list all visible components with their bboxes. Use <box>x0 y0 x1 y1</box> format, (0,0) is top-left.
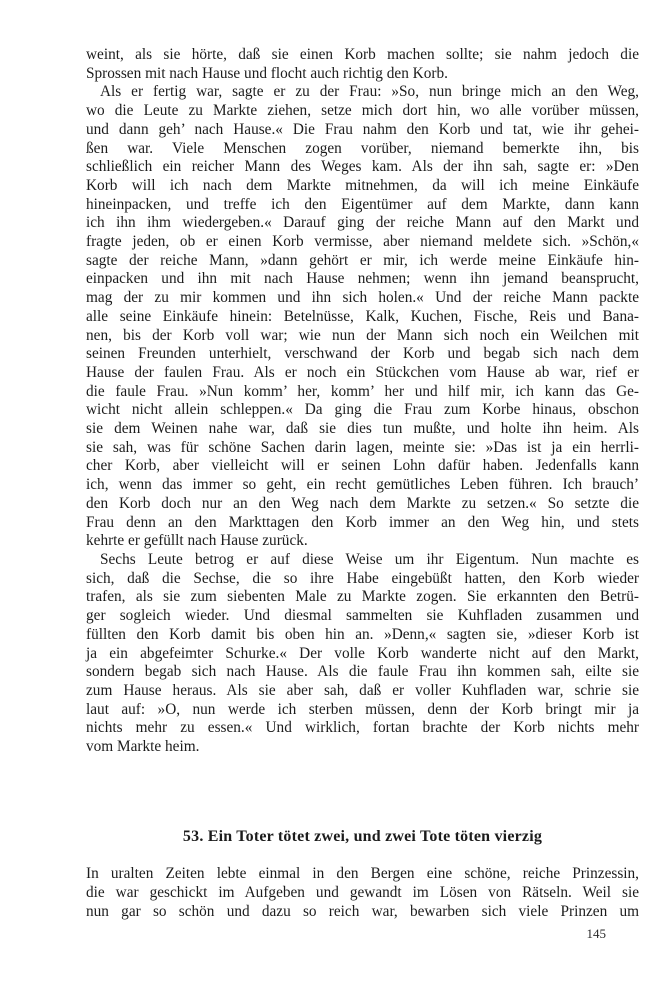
text-block <box>86 46 639 922</box>
text-line: vom Markte heim. <box>86 738 200 756</box>
text-line: Sprossen mit nach Hause und flocht auch richtig den Korb. <box>86 64 448 82</box>
text-line: einpacken und ihn mit nach Hause nehmen; wenn ihn jemand beansprucht, <box>86 270 639 288</box>
text-line: nen, bis der Korb voll war; wie nun der Mann sich noch ein Weilchen mit <box>86 326 639 344</box>
text-line: Als er fertig war, sagte er zu der Frau: »So, nun bringe mich an den Weg, <box>100 83 639 101</box>
text-line: kehrte er gefüllt nach Hause zurück. <box>86 532 308 550</box>
text-line: wicht nicht allein schleppen.« Da ging die Frau zum Korbe hinaus, obschon <box>86 401 639 419</box>
text-line: wo die Leute zu Markte ziehen, setze mich dort hin, wo alle vorüber müssen, <box>86 102 639 120</box>
paragraph <box>86 83 639 551</box>
text-line: sondern begab sich nach Hause. Als die faule Frau ihn kommen sah, eilte sie <box>86 663 639 681</box>
text-line: die war geschickt im Aufgeben und gewandt im Lösen von Rätseln. Weil sie <box>86 884 639 902</box>
text-line: Frau denn an den Markttagen den Korb immer an den Weg hin, und stets <box>86 513 639 531</box>
paragraph <box>86 551 639 757</box>
section-heading: 53. Ein Toter tötet zwei, und zwei Tote töten vierzig <box>182 827 543 845</box>
page-number: 145 <box>586 926 606 941</box>
text-line: weint, als sie hörte, daß sie einen Korb machen sollte; sie nahm jedoch die <box>86 46 639 63</box>
text-line: Sechs Leute betrog er auf diese Weise um ihr Eigentum. Nun machte es <box>100 550 639 568</box>
text-line: schließlich ein reicher Mann des Weges kam. Als der ihn sah, sagte er: »Den <box>86 158 639 176</box>
text-line: den Korb doch nur an den Weg nach dem Markte zu setzen.« So setzte die <box>86 494 639 512</box>
text-line: ger sogleich wieder. Und diesmal sammelten sie Kuhfladen zusammen und <box>86 607 639 625</box>
text-line: alle seine Einkäufe hinein: Betelnüsse, Kalk, Kuchen, Fische, Reis und Bana- <box>86 307 639 325</box>
text-line: hineinpacken, und treffe ich den Eigentümer auf dem Markte, dann kann <box>86 195 639 213</box>
text-line: Hause der faulen Frau. Als er noch ein Stückchen vom Hause ab war, rief er <box>86 363 639 381</box>
text-line: nichts mehr zu essen.« Und wirklich, fortan brachte der Korb nichts mehr <box>86 719 639 737</box>
text-line: sie dem Weinen nahe war, daß sie dies tun mußte, und holte ihn heim. Als <box>86 420 639 438</box>
text-line: trafen, als sie zum siebenten Male zu Markte zogen. Sie erkannten den Betrü- <box>86 588 639 606</box>
text-line: ja ein abgefeimter Schurke.« Der volle Korb wanderte nicht auf den Markt, <box>86 644 639 662</box>
text-line: Korb will ich nach dem Markte mitnehmen, da will ich meine Einkäufe <box>86 176 639 194</box>
text-line: die faule Frau. »Nun komm’ her, komm’ her und hilf mir, ich kann das Ge- <box>86 382 639 400</box>
paragraph <box>86 865 639 921</box>
text-line: ßen war. Viele Menschen zogen vorüber, niemand bemerkte ihn, bis <box>86 139 639 157</box>
text-line: nun gar so schön und dazu so reich war, bewarben sich viele Prinzen um <box>86 902 639 920</box>
text-line: sie sah, was für schöne Sachen darin lagen, meinte sie: »Das ist ja ein herrli- <box>86 438 639 456</box>
text-line: sich, daß die Sechse, die so ihre Habe eingebüßt hatten, den Korb wieder <box>86 569 639 587</box>
text-line: cher Korb, aber vielleicht will er seinen Lohn dafür haben. Jedenfalls kann <box>86 457 639 475</box>
paragraph <box>86 46 639 83</box>
text-line: mag der zu mir kommen und ihn sich holen.« Und der reiche Mann packte <box>86 289 639 307</box>
text-line: seinen Freunden unterhielt, verschwand der Korb und begab sich nach dem <box>86 345 639 363</box>
text-line: füllten den Korb damit bis oben hin an. »Denn,« sagten sie, »dieser Korb ist <box>86 625 639 643</box>
text-line: ich ihn ihm wiedergeben.« Darauf ging der reiche Mann auf den Markt und <box>86 214 639 232</box>
text-line: In uralten Zeiten lebte einmal in den Bergen eine schöne, reiche Prinzessin, <box>86 865 639 883</box>
text-line: ich, wenn das immer so geht, ein recht gemütliches Leben führen. Ich brauch’ <box>86 476 639 494</box>
text-line: fragte jeden, ob er einen Korb vermisse, aber niemand meldete sich. »Schön,« <box>86 233 639 251</box>
text-line: laut auf: »O, nun werde ich sterben müssen, denn der Korb bringt mir ja <box>86 700 639 718</box>
text-line: zum Hause heraus. Als sie aber sah, daß er voller Kuhfladen war, schrie sie <box>86 681 639 699</box>
text-line: sagte der reiche Mann, »dann gehört er mir, ich werde meine Einkäufe hin- <box>86 251 639 269</box>
text-line: und dann geh’ nach Hause.« Die Frau nahm den Korb und tat, wie ihr gehei- <box>86 120 639 138</box>
